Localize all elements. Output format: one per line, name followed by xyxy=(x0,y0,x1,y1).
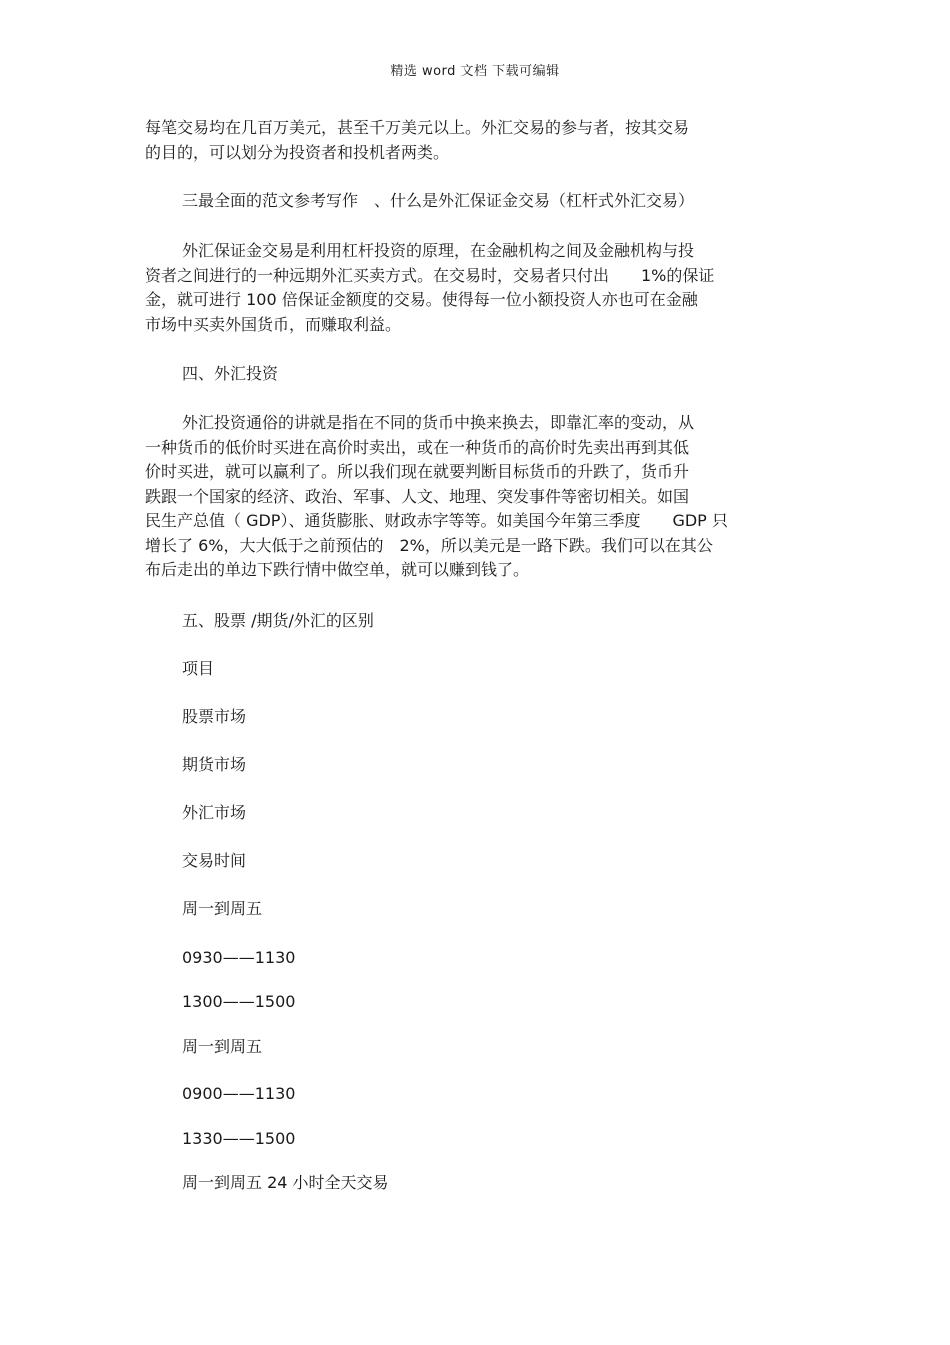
text-line: 外汇保证金交易是利用杠杆投资的原理，在金融机构之间及金融机构与投 xyxy=(182,241,695,260)
table-cell-item: 0900——1130 xyxy=(182,1083,296,1103)
table-cell-item: 0930——1130 xyxy=(182,947,296,967)
table-cell-item: 1330——1500 xyxy=(182,1128,296,1148)
text-line: 的目的，可以划分为投资者和投机者两类。 xyxy=(145,142,450,162)
text-line: 跌跟一个国家的经济、政治、军事、人文、地理、突发事件等密切相关。如国 xyxy=(145,486,690,506)
text-line: 金，就可进行 100 倍保证金额度的交易。使得每一位小额投资人亦也可在金融 xyxy=(145,290,698,309)
text-line: 外汇投资通俗的讲就是指在不同的货币中换来换去，即靠汇率的变动，从 xyxy=(182,413,695,432)
section-heading-5: 五、股票 /期货/外汇的区别 xyxy=(182,610,374,630)
text-line: 增长了 6%，大大低于之前预估的 2%，所以美元是一路下跌。我们可以在其公 xyxy=(145,535,713,555)
paragraph-forex-investment xyxy=(145,411,810,583)
text-line: 资者之间进行的一种远期外汇买卖方式。在交易时，交易者只付出 1%的保证 xyxy=(145,265,715,285)
text-line: 价时买进，就可以赢利了。所以我们现在就要判断目标货币的升跌了，货币升 xyxy=(145,462,690,481)
text-line: 每笔交易均在几百万美元，甚至千万美元以上。外汇交易的参与者，按其交易 xyxy=(145,118,690,137)
text-line: 市场中买卖外国货币，而赚取利益。 xyxy=(145,314,402,334)
table-cell-item: 外汇市场 xyxy=(182,802,247,822)
section-heading-4: 四、外汇投资 xyxy=(182,364,279,383)
document-body xyxy=(145,116,810,1195)
text-line: 一种货币的低价时买进在高价时卖出，或在一种货币的高价时先卖出再到其低 xyxy=(145,437,690,457)
table-cell-item: 周一到周五 xyxy=(182,898,263,918)
table-cell-item: 周一到周五 24 小时全天交易 xyxy=(182,1172,389,1192)
table-cell-item: 期货市场 xyxy=(182,754,247,774)
page-header: 精选 word 文档 下载可编辑 xyxy=(390,64,560,79)
table-cell-item: 周一到周五 xyxy=(182,1036,263,1056)
table-cell-item: 1300——1500 xyxy=(182,991,296,1011)
text-line: 布后走出的单边下跌行情中做空单，就可以赚到钱了。 xyxy=(145,560,530,579)
table-cell-item: 股票市场 xyxy=(182,706,247,726)
table-cell-item: 项目 xyxy=(182,658,215,678)
table-cell-item: 交易时间 xyxy=(182,850,247,870)
paragraph-participants xyxy=(145,116,810,165)
section-heading-3: 三最全面的范文参考写作 、什么是外汇保证金交易（杠杆式外汇交易） xyxy=(182,191,695,210)
paragraph-margin-trading xyxy=(145,239,810,337)
text-line: 民生产总值（ GDP）、通货膨胀、财政赤字等等。如美国今年第三季度 GDP 只 xyxy=(145,511,728,530)
